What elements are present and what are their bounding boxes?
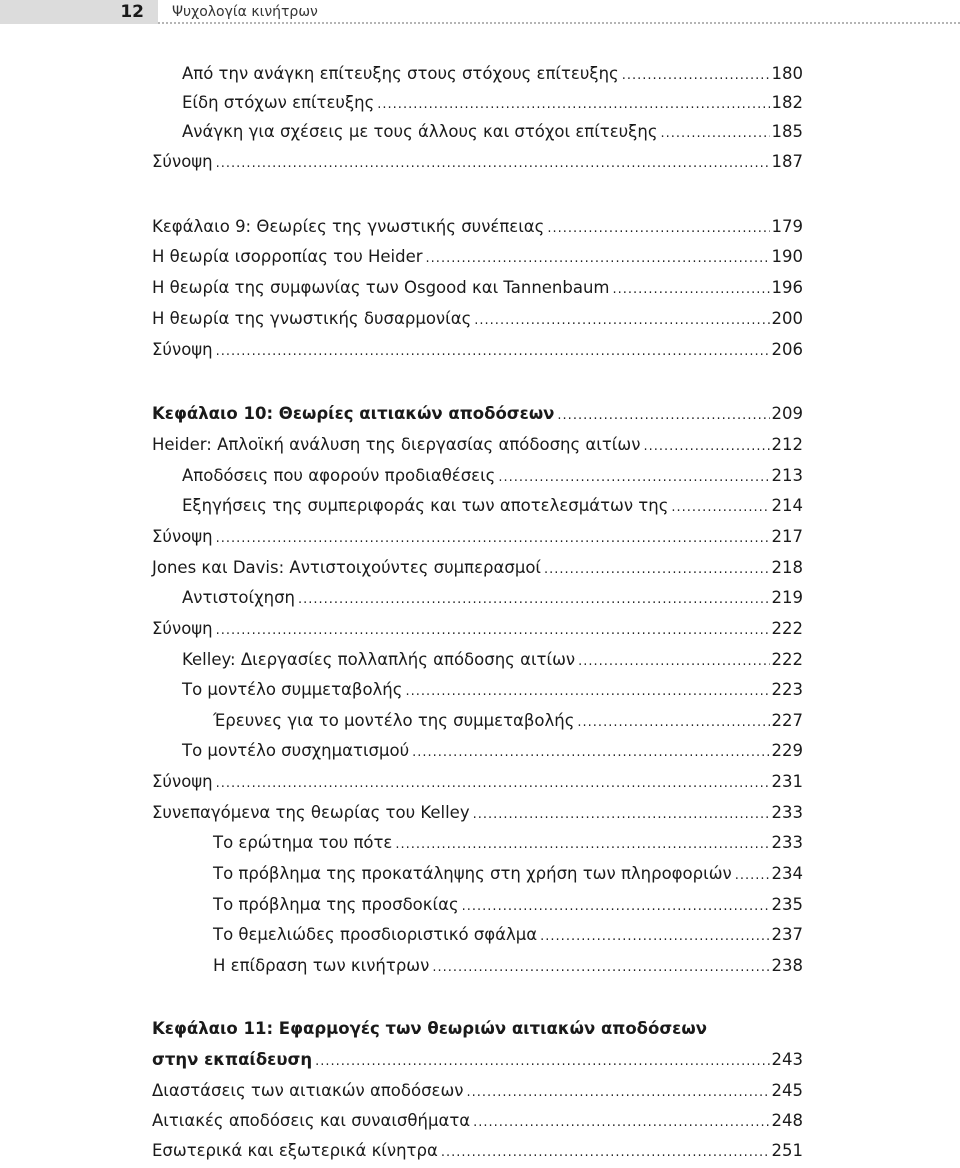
dot-leader: [216, 524, 770, 554]
toc-entry-label: Το πρόβλημα της προσδοκίας: [213, 895, 459, 914]
dot-leader: [298, 585, 770, 615]
toc-entry[interactable]: [152, 767, 803, 797]
dot-leader: [578, 647, 769, 677]
toc-entry-label: Αντιστοίχηση: [182, 588, 295, 607]
chapter-title: Κεφάλαιο 10: Θεωρίες αιτιακών αποδόσεων: [152, 404, 555, 423]
dot-leader: [540, 922, 769, 952]
toc-entry[interactable]: [152, 1106, 803, 1136]
toc-entry-page: 190: [771, 247, 803, 266]
toc-entry-page: 217: [771, 527, 803, 546]
toc-entry-label: Σύνοψη: [152, 619, 213, 638]
toc-entry[interactable]: [152, 553, 803, 583]
toc-entry-page: 223: [771, 680, 803, 699]
toc-entry-label: Από την ανάγκη επίτευξης στους στόχους επίτευξης: [182, 64, 619, 83]
dot-leader: [474, 306, 769, 336]
toc-entry-label: Έρευνες για το μοντέλο της συμμεταβολής: [213, 711, 575, 730]
toc-entry-label: Jones και Davis: Αντιστοιχούντες συμπερασμοί: [152, 558, 542, 577]
chapter-11-title-line1[interactable]: Κεφάλαιο 11: Εφαρμογές των θεωριών αιτιακών αποδόσεων: [152, 1019, 707, 1038]
toc-entry-label: Εσωτερικά και εξωτερικά κίνητρα: [152, 1141, 438, 1160]
toc-entry-page: 245: [771, 1081, 803, 1100]
toc-entry-page: 233: [771, 833, 803, 852]
page-header: [0, 0, 960, 27]
toc-entry[interactable]: [182, 59, 803, 89]
dot-leader: [473, 1108, 769, 1138]
page-number: 12: [0, 0, 158, 24]
dot-leader: [441, 1138, 770, 1168]
header-divider: [158, 22, 960, 24]
toc-entry-label: Το μοντέλο συσχηματισμού: [182, 741, 410, 760]
toc-entry-page: 222: [771, 650, 803, 669]
toc-entry-label: Σύνοψη: [152, 772, 213, 791]
toc-entry[interactable]: [182, 645, 803, 675]
dot-leader: [643, 432, 769, 462]
toc-entry-label: Είδη στόχων επίτευξης: [182, 93, 375, 112]
toc-entry-label: Ανάγκη για σχέσεις με τους άλλους και στόχοι επίτευξης: [182, 122, 658, 141]
dot-leader: [216, 149, 770, 179]
chapter-10-entry[interactable]: [152, 399, 803, 429]
toc-entry-label: Αποδόσεις που αφορούν προδιαθέσεις: [182, 466, 496, 485]
dot-leader: [426, 244, 770, 274]
toc-entry-label: Το θεμελιώδες προσδιοριστικό σφάλμα: [213, 925, 538, 944]
dot-leader: [544, 555, 769, 585]
chapter-title: Κεφάλαιο 9: Θεωρίες της γνωστικής συνέπειας: [152, 217, 545, 236]
dot-leader: [671, 493, 769, 523]
toc-entry[interactable]: [182, 736, 803, 766]
toc-entry-label: Kelley: Διεργασίες πολλαπλής απόδοσης αιτίων: [182, 650, 576, 669]
toc-entry[interactable]: [182, 491, 803, 521]
toc-entry-page: 233: [771, 803, 803, 822]
dot-leader: [405, 677, 769, 707]
dot-leader: [577, 708, 769, 738]
toc-entry-page: 212: [771, 435, 803, 454]
toc-entry-page: 179: [771, 217, 803, 236]
toc-entry-page: 185: [771, 122, 803, 141]
toc-entry-page: 235: [771, 895, 803, 914]
toc-entry[interactable]: [152, 430, 803, 460]
toc-entry[interactable]: [152, 273, 803, 303]
toc-entry[interactable]: [182, 583, 803, 613]
toc-entry[interactable]: [213, 828, 803, 858]
toc-entry[interactable]: [152, 1136, 803, 1166]
dot-leader: [547, 214, 769, 244]
toc-entry-label: Διαστάσεις των αιτιακών αποδόσεων: [152, 1081, 464, 1100]
toc-entry-label: Σύνοψη: [152, 527, 213, 546]
toc-entry-page: 238: [771, 956, 803, 975]
toc-entry-page: 200: [771, 309, 803, 328]
toc-entry[interactable]: [152, 242, 803, 272]
running-title: Ψυχολογία κινήτρων: [172, 4, 318, 20]
dot-leader: [216, 337, 770, 367]
dot-leader: [395, 830, 769, 860]
dot-leader: [735, 861, 770, 891]
toc-entry[interactable]: [152, 1076, 803, 1106]
toc-entry[interactable]: [213, 859, 803, 889]
toc-entry-page: 206: [771, 340, 803, 359]
dot-leader: [613, 275, 770, 305]
toc-entry-page: 214: [771, 496, 803, 515]
toc-entry-page: 196: [771, 278, 803, 297]
dot-leader: [462, 892, 770, 922]
toc-entry-label: Σύνοψη: [152, 152, 213, 171]
toc-entry-label: Η θεωρία ισορροπίας του Heider: [152, 247, 423, 266]
toc-entry-page: 229: [771, 741, 803, 760]
dot-leader: [473, 800, 770, 830]
toc-entry-label: Heider: Απλοϊκή ανάλυση της διεργασίας απόδοσης αιτίων: [152, 435, 641, 454]
dot-leader: [498, 463, 769, 493]
toc-entry[interactable]: [152, 335, 803, 365]
toc-entry-page: 243: [771, 1050, 803, 1069]
toc-entry-page: 219: [771, 588, 803, 607]
toc-entry-page: 187: [771, 152, 803, 171]
toc-entry[interactable]: [213, 706, 803, 736]
chapter-title: στην εκπαίδευση: [152, 1050, 313, 1069]
dot-leader: [432, 953, 769, 983]
toc-entry[interactable]: [152, 614, 803, 644]
toc-entry-label: Το ερώτημα του πότε: [213, 833, 393, 852]
toc-entry-label: Η επίδραση των κινήτρων: [213, 956, 430, 975]
toc-entry-page: 227: [771, 711, 803, 730]
toc-entry[interactable]: [152, 522, 803, 552]
toc-entry-page: 251: [771, 1141, 803, 1160]
toc-entry[interactable]: [213, 890, 803, 920]
toc-entry-label: Η θεωρία της συμφωνίας των Osgood και Tannenbaum: [152, 278, 610, 297]
toc-entry-label: Σύνοψη: [152, 340, 213, 359]
dot-leader: [315, 1047, 769, 1077]
toc-entry[interactable]: [152, 798, 803, 828]
dot-leader: [661, 119, 770, 149]
toc-entry-label: Εξηγήσεις της συμπεριφοράς και των αποτελεσμάτων της: [182, 496, 669, 515]
dot-leader: [412, 738, 769, 768]
dot-leader: [216, 769, 770, 799]
toc-entry-label: Αιτιακές αποδόσεις και συναισθήματα: [152, 1111, 471, 1130]
dot-leader: [216, 616, 770, 646]
toc-entry-page: 237: [771, 925, 803, 944]
toc-entry-page: 182: [771, 93, 803, 112]
toc-entry[interactable]: [182, 461, 803, 491]
toc-entry-label: Η θεωρία της γνωστικής δυσαρμονίας: [152, 309, 472, 328]
toc-entry-page: 231: [771, 772, 803, 791]
toc-entry-page: 213: [771, 466, 803, 485]
dot-leader: [466, 1078, 769, 1108]
toc-entry-page: 218: [771, 558, 803, 577]
toc-entry[interactable]: [213, 920, 803, 950]
toc-entry-page: 180: [771, 64, 803, 83]
toc-entry[interactable]: [182, 88, 803, 118]
toc-entry-page: 234: [771, 864, 803, 883]
toc-entry-label: Συνεπαγόμενα της θεωρίας του Kelley: [152, 803, 470, 822]
toc-entry[interactable]: [152, 147, 803, 177]
dot-leader: [377, 90, 769, 120]
chapter-11-entry[interactable]: [152, 1045, 803, 1075]
toc-entry[interactable]: [213, 951, 803, 981]
toc-entry[interactable]: [182, 675, 803, 705]
toc-entry[interactable]: [182, 117, 803, 147]
toc-entry-label: Το μοντέλο συμμεταβολής: [182, 680, 403, 699]
chapter-9-entry[interactable]: [152, 212, 803, 242]
dot-leader: [622, 61, 770, 91]
toc-entry-page: 222: [771, 619, 803, 638]
dot-leader: [557, 401, 769, 431]
toc-entry-label: Το πρόβλημα της προκατάληψης στη χρήση των πληροφοριών: [213, 864, 732, 883]
toc-entry-page: 248: [771, 1111, 803, 1130]
toc-entry[interactable]: [152, 304, 803, 334]
toc-entry-page: 209: [771, 404, 803, 423]
